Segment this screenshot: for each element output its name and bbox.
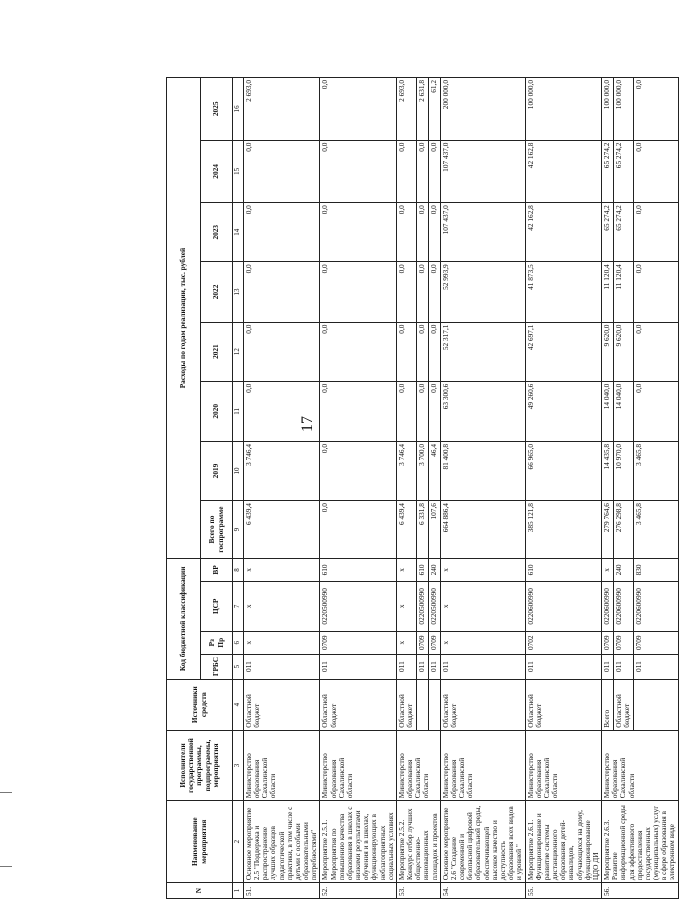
year-value: 100 000,0 [602,78,614,141]
rzpr-code: 0709 [320,631,397,654]
total-value: 6 331,8 [417,501,429,559]
year-value: 107 437,0 [440,140,525,203]
year-value: 0,0 [417,262,429,322]
grbs-code: 011 [602,654,614,679]
vr-code: 610 [417,559,429,582]
funding-source: Областной бюджет [243,679,320,730]
year-value: 65 274,2 [613,203,633,262]
year-value: 10 970,0 [613,441,633,500]
total-value: 6 439,4 [243,501,320,559]
csr-code: x [440,581,525,631]
year-value: 65 274,2 [613,140,633,203]
year-value: 9 620,0 [613,322,633,381]
year-value: 2 631,8 [417,78,429,141]
row-number: 55. [525,883,602,899]
total-value: 385 121,8 [525,501,602,559]
year-value: 0,0 [320,203,397,262]
header-csr: ЦСР [201,581,233,631]
year-value: 0,0 [396,381,416,441]
executor: Министерство образования Сахалинской области [440,730,525,800]
funding-source [417,679,429,730]
col-number: 16 [233,78,244,141]
csr-code: x [243,581,320,631]
rzpr-code: 0709 [429,631,441,654]
row-number: 52. [320,883,397,899]
vr-code: 610 [320,559,397,582]
col-number: 12 [233,322,244,381]
rzpr-code: 0702 [525,631,602,654]
col-number: 2 [233,801,244,883]
measure-name: Мероприятие 2.6.3. Развитие информационной среды для эффективного предоставления государственных (муниципальных) услуг в сфере образования в электронном виде [602,801,679,883]
measure-name: Мероприятие 2.6.1. Функционирование и развитие системы дистанционного образования детей-инвалидов, обучающихся на дому, функционирование ЦДО ДИ [525,801,602,883]
table-row [440,78,525,899]
total-value: 279 764,6 [602,501,614,559]
year-value: 14 040,0 [613,381,633,441]
top-stub-line [0,866,12,867]
year-value: 0,0 [243,381,320,441]
rzpr-code: 0709 [634,631,678,654]
year-value: 3 465,8 [634,441,678,500]
page-number: 17 [299,416,316,432]
total-value: 6 439,4 [396,501,416,559]
rzpr-code: x [243,631,320,654]
col-number: 15 [233,140,244,203]
year-value: 42 697,1 [525,322,602,381]
year-value: 61,2 [429,78,441,141]
year-value: 11 120,4 [613,262,633,322]
year-value: 2 693,0 [396,78,416,141]
csr-code: 0220600990 [525,581,602,631]
vr-code: x [602,559,614,582]
col-number: 13 [233,262,244,322]
year-value: 0,0 [634,322,678,381]
year-value: 0,0 [429,140,441,203]
year-value: 42 162,8 [525,140,602,203]
year-value: 65 274,2 [602,203,614,262]
year-value: 2 693,0 [243,78,320,141]
csr-code: x [396,581,416,631]
funding-source: Областной бюджет [320,679,397,730]
year-value: 0,0 [417,140,429,203]
col-number: 10 [233,441,244,500]
table-row [525,78,602,899]
grbs-code: 011 [320,654,397,679]
col-number: 6 [233,631,244,654]
year-value: 46,4 [429,441,441,500]
csr-code: 0220600990 [602,581,614,631]
year-value: 0,0 [429,262,441,322]
header-year: 2022 [201,262,233,322]
year-value: 0,0 [429,203,441,262]
header-rzpr: Рз Пр [201,631,233,654]
year-value: 0,0 [243,322,320,381]
col-number: 8 [233,559,244,582]
rzpr-code: 0709 [602,631,614,654]
total-value: 0,0 [320,501,397,559]
vr-code: 240 [613,559,633,582]
total-value: 664 886,4 [440,501,525,559]
year-value: 107 437,0 [440,203,525,262]
year-value: 0,0 [429,381,441,441]
vr-code: 240 [429,559,441,582]
year-value: 0,0 [320,322,397,381]
year-value: 14 040,0 [602,381,614,441]
csr-code: 0220600990 [634,581,678,631]
col-number: 4 [233,679,244,730]
measure-name: Основное мероприятие 2.5 "Поддержка и распространение лучших образцов педагогической практики, в том числе с детьми с особыми образовательными потребностями" [243,801,320,883]
header-sources: Источники средств [167,679,233,730]
year-value: 52 317,1 [440,322,525,381]
year-value: 65 274,2 [602,140,614,203]
csr-code: 0220500990 [429,581,441,631]
executor: Министерство образования Сахалинской области [320,730,397,800]
grbs-code: 011 [525,654,602,679]
table-row [320,78,397,899]
executor: Министерство образования Сахалинской области [243,730,320,800]
year-value: 81 400,8 [440,441,525,500]
expenses-table [166,77,679,899]
row-number: 54. [440,883,525,899]
header-year: 2020 [201,381,233,441]
table-row [602,78,614,899]
vr-code: 610 [525,559,602,582]
column-number-row [233,78,244,899]
header-num: N [167,883,233,899]
col-number: 3 [233,730,244,800]
header-executors: Исполнители государственной программы, подпрограммы, мероприятия [167,730,233,800]
col-number: 9 [233,501,244,559]
year-value: 0,0 [320,78,397,141]
year-value: 0,0 [396,203,416,262]
vr-code: x [440,559,525,582]
grbs-code: 011 [440,654,525,679]
year-value: 42 162,8 [525,203,602,262]
vr-code: 830 [634,559,678,582]
year-value: 3 700,0 [417,441,429,500]
year-value: 63 300,6 [440,381,525,441]
year-value: 0,0 [243,262,320,322]
funding-source: Областной бюджет [613,679,633,730]
rzpr-code: 0709 [613,631,633,654]
grbs-code: 011 [396,654,416,679]
total-value: 107,6 [429,501,441,559]
rzpr-code: x [440,631,525,654]
year-value: 0,0 [634,262,678,322]
year-value: 0,0 [243,203,320,262]
header-year: 2019 [201,441,233,500]
funding-source: Областной бюджет [396,679,416,730]
csr-code: 0220500990 [417,581,429,631]
year-value: 0,0 [396,262,416,322]
header-grbs: ГРБС [201,654,233,679]
row-number: 56. [602,883,679,899]
header-total: Всего по госпрограмме [201,501,233,559]
year-value: 11 120,4 [602,262,614,322]
header-year: 2025 [201,78,233,141]
header-expenses: Расходы по годам реализации, тыс. рублей [167,78,201,559]
year-value: 100 000,0 [525,78,602,141]
executor: Министерство образования Сахалинской области [602,730,679,800]
funding-source [634,679,678,730]
year-value: 0,0 [243,140,320,203]
grbs-code: 011 [429,654,441,679]
year-value: 52 993,9 [440,262,525,322]
year-value: 100 000,0 [613,78,633,141]
year-value: 0,0 [417,203,429,262]
funding-source [429,679,441,730]
year-value: 0,0 [320,381,397,441]
year-value: 200 000,0 [440,78,525,141]
row-number: 51. [243,883,320,899]
header-name: Наименование мероприятия [167,801,233,883]
rzpr-code: x [396,631,416,654]
year-value: 41 873,5 [525,262,602,322]
grbs-code: 011 [243,654,320,679]
year-value: 0,0 [634,203,678,262]
year-value: 9 620,0 [602,322,614,381]
grbs-code: 011 [634,654,678,679]
year-value: 49 260,6 [525,381,602,441]
year-value: 3 746,4 [243,441,320,500]
year-value: 0,0 [320,441,397,500]
year-value: 0,0 [320,262,397,322]
year-value: 3 746,4 [396,441,416,500]
col-number: 5 [233,654,244,679]
table-row [396,78,416,899]
header-vr: ВР [201,559,233,582]
year-value: 0,0 [634,78,678,141]
header-year: 2021 [201,322,233,381]
total-value: 3 465,8 [634,501,678,559]
col-number: 1 [233,883,244,899]
funding-source: Всего [602,679,614,730]
top-stub-line [0,792,12,793]
funding-source: Областной бюджет [525,679,602,730]
measure-name: Основное мероприятие 2.6 "Создание современной и безопасной цифровой образовательной среды, обеспечивающей высокое качество и доступность образования всех видов и уровней " [440,801,525,883]
total-value: 276 298,8 [613,501,633,559]
row-number: 53. [396,883,440,899]
grbs-code: 011 [613,654,633,679]
vr-code: x [243,559,320,582]
year-value: 0,0 [417,322,429,381]
header-year: 2023 [201,203,233,262]
col-number: 7 [233,581,244,631]
year-value: 66 965,0 [525,441,602,500]
year-value: 14 435,8 [602,441,614,500]
year-value: 0,0 [396,140,416,203]
executor: Министерство образования Сахалинской области [396,730,440,800]
table-row [243,78,320,899]
csr-code: 0220600990 [613,581,633,631]
year-value: 0,0 [634,140,678,203]
funding-source: Областной бюджет [440,679,525,730]
measure-name: Мероприятие 2.5.1. Мероприятия по повышению качества образования в школах с низкими результатами обучения и в школах, функционирующих в неблагоприятных социальных условиях [320,801,397,883]
year-value: 0,0 [634,381,678,441]
header-budget-code: Код бюджетной классификации [167,559,201,680]
header-year: 2024 [201,140,233,203]
vr-code: x [396,559,416,582]
col-number: 14 [233,203,244,262]
csr-code: 0220500990 [320,581,397,631]
year-value: 0,0 [320,140,397,203]
year-value: 0,0 [396,322,416,381]
col-number: 11 [233,381,244,441]
executor: Министерство образования Сахалинской области [525,730,602,800]
grbs-code: 011 [417,654,429,679]
rzpr-code: 0709 [417,631,429,654]
year-value: 0,0 [417,381,429,441]
year-value: 0,0 [429,322,441,381]
measure-name: Мероприятие 2.5.2. Конкурс отбор лучших общественно-инновационных площадок и проектов [396,801,440,883]
